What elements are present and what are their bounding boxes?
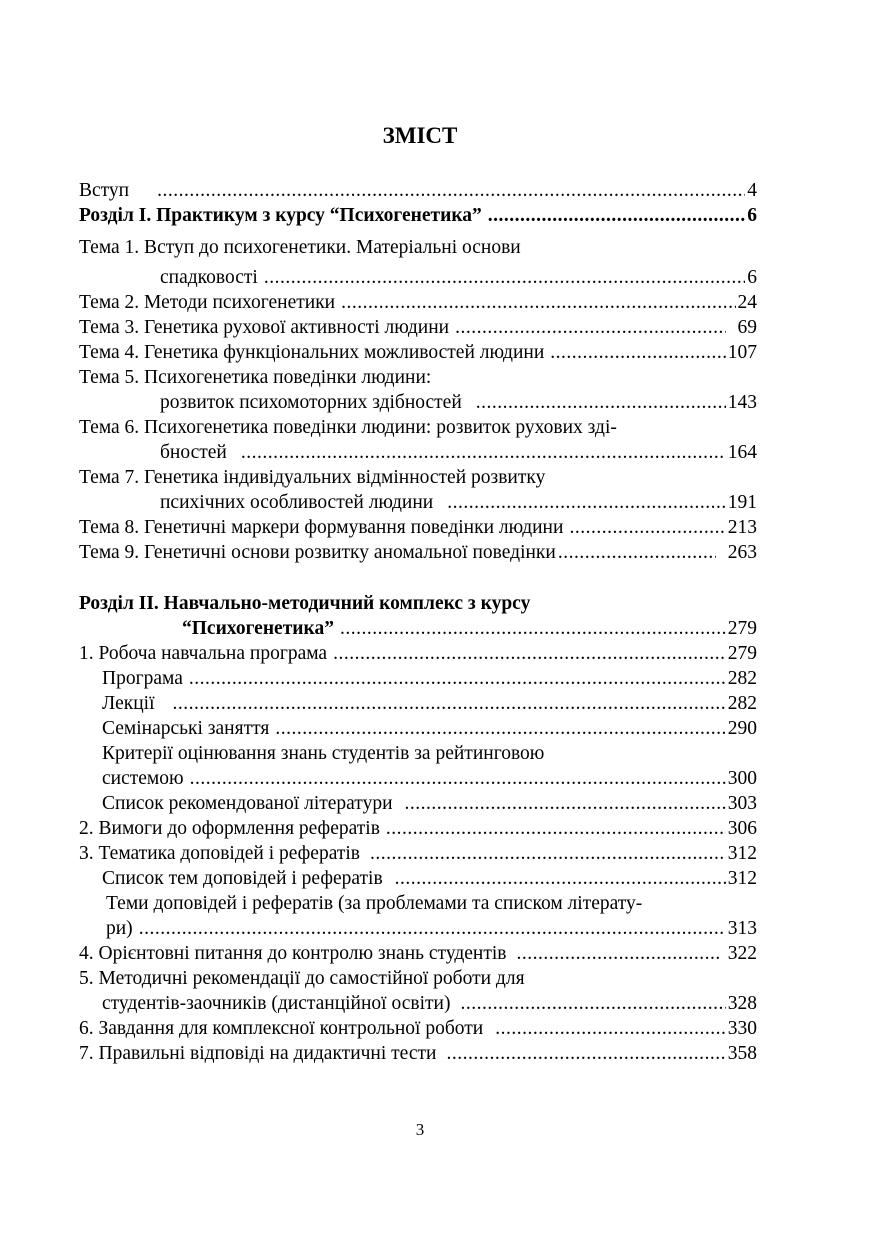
dot-leader <box>139 916 726 942</box>
toc-page-number: 164 <box>727 442 757 463</box>
section-heading: Розділ ІІ. Навчально-методичний комплекс з курсу <box>79 593 531 614</box>
toc-entry-label: Список тем доповідей і рефератів <box>102 868 383 889</box>
toc-page-number: 6 <box>747 205 757 226</box>
toc-item-5[interactable] <box>102 991 757 1017</box>
dot-leader <box>386 816 726 842</box>
toc-item-seminars[interactable] <box>102 716 757 742</box>
toc-item-2[interactable] <box>79 816 757 842</box>
toc-topic-4[interactable] <box>79 340 757 366</box>
toc-entry-label: 6. Завдання для комплексної контрольної роботи <box>79 1018 484 1039</box>
toc-page-number: 282 <box>727 668 757 689</box>
toc-entry-label: Семінарські заняття <box>102 718 270 739</box>
dot-leader <box>190 766 726 792</box>
toc-entry-label: системою <box>102 768 184 789</box>
toc-page-number: 263 <box>727 542 757 563</box>
toc-item-6[interactable] <box>79 1016 757 1042</box>
toc-entry-label: Тема 7. Генетика індивідуальних відмінностей розвитку <box>79 467 546 488</box>
toc-entry-label: бностей <box>160 442 227 463</box>
toc-entry-label: ри) <box>106 918 133 939</box>
toc-entry-label: 4. Орієнтовні питання до контролю знань студентів <box>79 943 507 964</box>
toc-entry-label: студентів-заочників (дистанційної освіти) <box>102 993 451 1014</box>
dot-leader <box>370 841 726 867</box>
toc-entry-label: Список рекомендованої літератури <box>102 793 393 814</box>
toc-entry-label: Програма <box>102 668 183 689</box>
dot-leader <box>157 178 745 204</box>
toc-item-5-line1 <box>79 966 525 992</box>
dot-leader <box>569 515 725 541</box>
dot-leader <box>460 991 725 1017</box>
dot-leader <box>488 203 745 229</box>
toc-topic-5[interactable] <box>160 390 757 416</box>
dot-leader <box>264 265 745 291</box>
dot-leader <box>558 540 716 566</box>
toc-entry-label: Критерії оцінювання знань студентів за рейтинговою <box>102 743 545 764</box>
toc-page-number: 330 <box>727 1018 757 1039</box>
toc-topic-1[interactable] <box>160 265 757 291</box>
toc-page-number: 279 <box>727 618 757 639</box>
toc-page-number: 282 <box>727 693 757 714</box>
dot-leader <box>189 666 726 692</box>
page-number: 3 <box>415 1120 425 1139</box>
toc-page-number: 191 <box>727 492 757 513</box>
toc-page-number: 303 <box>727 793 757 814</box>
dot-leader <box>495 1016 726 1042</box>
toc-entry-label: Тема 3. Генетика рухової активності людини <box>79 317 450 338</box>
dot-leader <box>550 340 725 366</box>
toc-item-program[interactable] <box>102 666 757 692</box>
toc-page-number: 4 <box>747 180 757 201</box>
toc-page-number: 143 <box>727 392 757 413</box>
toc-item-criteria[interactable] <box>102 766 757 792</box>
toc-item-7[interactable] <box>79 1041 757 1067</box>
toc-item-lectures[interactable] <box>102 691 757 717</box>
dot-leader <box>447 490 726 516</box>
toc-entry-label: Вступ <box>79 180 130 201</box>
toc-item-4[interactable] <box>79 941 757 967</box>
toc-item-criteria-line1 <box>102 741 544 767</box>
toc-page-number: 279 <box>727 643 757 664</box>
section-heading: “Психогенетика” <box>182 618 334 639</box>
toc-entry-label: Теми доповідей і рефератів (за проблемами та списком літерату- <box>106 893 643 914</box>
dot-leader <box>446 1041 725 1067</box>
dot-leader <box>405 791 726 817</box>
toc-entry-label: розвиток психомоторних здібностей <box>160 392 462 413</box>
toc-page-number: 312 <box>727 843 757 864</box>
toc-entry-label: Тема 2. Методи психогенетики <box>79 292 336 313</box>
toc-page-number: 300 <box>727 768 757 789</box>
toc-entry-label: Тема 6. Психогенетика поведінки людини: розвиток рухових зді- <box>79 417 617 438</box>
toc-page-number: 69 <box>737 317 757 338</box>
toc-entry-label: Тема 4. Генетика функціональних можливостей людини <box>79 342 545 363</box>
section-heading: Розділ І. Практикум з курсу “Психогенетика” <box>79 205 482 226</box>
toc-page-number: 107 <box>727 342 757 363</box>
toc-page-number: 322 <box>727 943 757 964</box>
toc-topic-7[interactable] <box>160 490 757 516</box>
toc-entry-label: Тема 1. Вступ до психогенетики. Матеріальні основи <box>79 237 521 258</box>
dot-leader <box>241 440 726 466</box>
dot-leader <box>517 941 720 967</box>
toc-item-literature[interactable] <box>102 791 757 817</box>
dot-leader <box>395 866 726 892</box>
toc-entry-label: 2. Вимоги до оформлення рефератів <box>79 818 380 839</box>
toc-page-number: 328 <box>727 993 757 1014</box>
toc-topic-2[interactable] <box>79 290 757 316</box>
toc-entry-label: 3. Тематика доповідей і рефератів <box>79 843 360 864</box>
toc-section-2-line1 <box>79 591 530 617</box>
toc-page-number: 213 <box>727 517 757 538</box>
dot-leader <box>341 290 735 316</box>
toc-entry-label: 1. Робоча навчальна програма <box>79 643 328 664</box>
dot-leader <box>340 616 726 642</box>
toc-item-1[interactable] <box>79 641 757 667</box>
toc-item-topics-line1 <box>106 891 642 917</box>
dot-leader <box>275 716 725 742</box>
toc-entry-label: Тема 8. Генетичні маркери формування поведінки людини <box>79 517 564 538</box>
toc-page-number: 358 <box>727 1043 757 1064</box>
toc-entry-label: 5. Методичні рекомендації до самостійної роботи для <box>79 968 525 989</box>
toc-topic-6[interactable] <box>160 440 757 466</box>
toc-item-topics[interactable] <box>106 916 757 942</box>
toc-entry-label: Тема 5. Психогенетика поведінки людини: <box>79 367 432 388</box>
toc-page-number: 313 <box>727 918 757 939</box>
toc-page-number: 24 <box>737 292 757 313</box>
toc-section-1[interactable] <box>79 203 757 229</box>
dot-leader <box>476 390 726 416</box>
toc-topic-3[interactable] <box>79 315 757 341</box>
toc-topic-8[interactable] <box>79 515 757 541</box>
toc-entry-label: Лекції <box>102 693 155 714</box>
toc-topic-6-line1 <box>79 415 617 441</box>
toc-topic-1-line1 <box>79 235 521 261</box>
toc-page-number: 306 <box>727 818 757 839</box>
toc-page-number: 290 <box>727 718 757 739</box>
toc-page-number: 312 <box>727 868 757 889</box>
toc-topic-9[interactable] <box>79 540 757 566</box>
dot-leader <box>173 691 726 717</box>
toc-entry-label: 7. Правильні відповіді на дидактичні тести <box>79 1043 437 1064</box>
toc-topic-7-line1 <box>79 465 545 491</box>
dot-leader <box>455 315 725 341</box>
toc-entry-label: спадковості <box>160 267 258 288</box>
toc-item-3[interactable] <box>79 841 757 867</box>
toc-page-number: 6 <box>747 267 757 288</box>
toc-entry-intro[interactable] <box>79 178 757 204</box>
toc-entry-label: Тема 9. Генетичні основи розвитку аномальної поведінки <box>79 542 556 563</box>
dot-leader <box>333 641 726 667</box>
toc-section-2[interactable] <box>182 616 757 642</box>
page-title: ЗМІСТ <box>382 123 458 148</box>
toc-topic-5-line1 <box>79 365 431 391</box>
toc-entry-label: психічних особливостей людини <box>160 492 434 513</box>
toc-item-topic-list[interactable] <box>102 866 757 892</box>
